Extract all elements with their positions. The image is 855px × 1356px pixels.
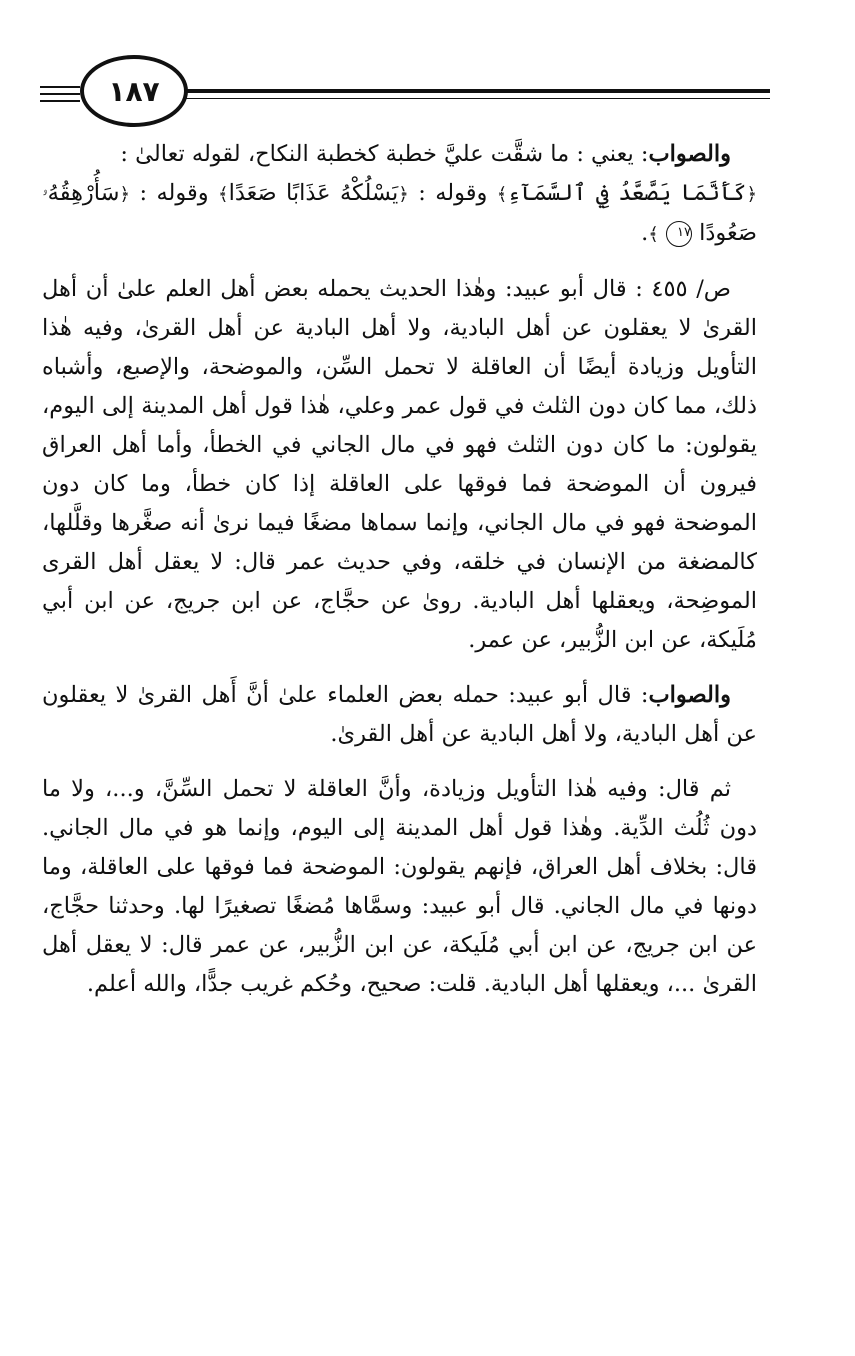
paragraph — [42, 770, 757, 1004]
header-rule — [40, 100, 80, 102]
paragraph-text: : يعني : ما شقَّت عليَّ خطبة كخطبة النكاح، لقوله تعالىٰ : — [120, 141, 649, 167]
paragraph — [42, 135, 757, 174]
page-body — [42, 135, 757, 1020]
quran-bracket: ﴿ — [398, 184, 409, 205]
page-header — [40, 52, 770, 122]
quran-bracket: ﴿ — [746, 184, 757, 205]
paragraph-text: وقوله : — [408, 180, 497, 206]
page-number-frame — [80, 55, 188, 127]
quran-bracket: ﴾ — [218, 184, 229, 205]
paragraph-text: ثم قال: وفيه هٰذا التأويل وزيادة، وأنَّ العاقلة لا تحمل السِّنَّ، و...، ولا ما دون ثُلُث الدِّية. وهٰذا قول أهل المدينة إلى اليوم، وإنما هو في مال الجاني. قال: بخلاف أهل العراق، فإنهم يقولون: الموضحة فما فوقها على العاقلة، وما دونها في مال الجاني. قال أبو عبيد: وسمَّاها مُضغًا تصغيرًا لها. وحدثنا حجَّاج، عن ابن جريج، عن ابن أبي مُلَيكة، عن ابن الزُّبير، عن عمر قال: لا يعقل أهل القرىٰ ...، ويعقلها أهل البادية. قلت: صحيح، وحُكم غريب جدًّا، والله أعلم. — [42, 776, 757, 997]
paragraph-text: وقوله : — [130, 180, 219, 206]
paragraph-lead: والصواب — [648, 682, 731, 708]
paragraph-text: . — [641, 220, 649, 246]
paragraph-lead: والصواب — [648, 141, 731, 167]
page-number: ١٨٧ — [108, 74, 160, 108]
quran-bracket: ﴿ — [119, 184, 131, 205]
quran-verses — [42, 174, 757, 254]
quran-bracket: ﴾ — [496, 184, 508, 205]
quran-verse: يَسْلُكْهُ عَذَابًا صَعَدًا — [228, 180, 399, 206]
paragraph-text: : قال أبو عبيد: حمله بعض العلماء علىٰ أنَّ أَهل القرىٰ لا يعقلون عن أهل البادية، ولا أهل البادية عن أهل القرىٰ. — [42, 682, 757, 747]
header-rule — [40, 86, 80, 88]
header-rule — [40, 93, 80, 95]
ayah-number-icon: ١٧ — [666, 221, 692, 247]
quran-bracket: ﴾ — [648, 224, 659, 245]
paragraph — [42, 270, 757, 660]
header-rule — [130, 89, 770, 93]
quran-verse: كَأَنَّمَا يَصَّعَّدُ فِي ٱلسَّمَآءِ — [507, 180, 747, 206]
header-rule — [130, 98, 770, 99]
paragraph-text: ص/ ٤٥٥ : قال أبو عبيد: وهٰذا الحديث يحمله بعض أهل العلم علىٰ أن أهل القرىٰ لا يعقلون عن أهل البادية، ولا أهل البادية عن أهل القرىٰ، وفيه هٰذا التأويل وزيادة أيضًا أن العاقلة لا تحمل السِّن، والموضحة، والإصبع، وأشباه ذلك، مما كان دون الثلث في قول عمر وعلي، هٰذا قول أهل المدينة إلى اليوم، يقولون: ما كان دون الثلث فهو في مال الجاني في الخطأ، وأما أهل العراق فيرون أن الموضحة فما فوقها على العاقلة إذا كان خطأ، وما كان دون الموضحة فهو في مال الجاني، وإنما سماها مضغًا فيما نرىٰ أنه صغَّرها وقلَّلها، كالمضغة من الإنسان في خلقه، وفي حديث عمر قال: لا يعقل أهل القرى الموضِحة، ويعقلها أهل البادية. روىٰ عن حجَّاج، عن ابن جريج، عن ابن أبي مُلَيكة، عن ابن الزُّبير، عن عمر. — [42, 276, 757, 653]
quran-verse: سَأُرْهِقُهُۥ صَعُودًا — [42, 180, 757, 246]
paragraph — [42, 676, 757, 754]
